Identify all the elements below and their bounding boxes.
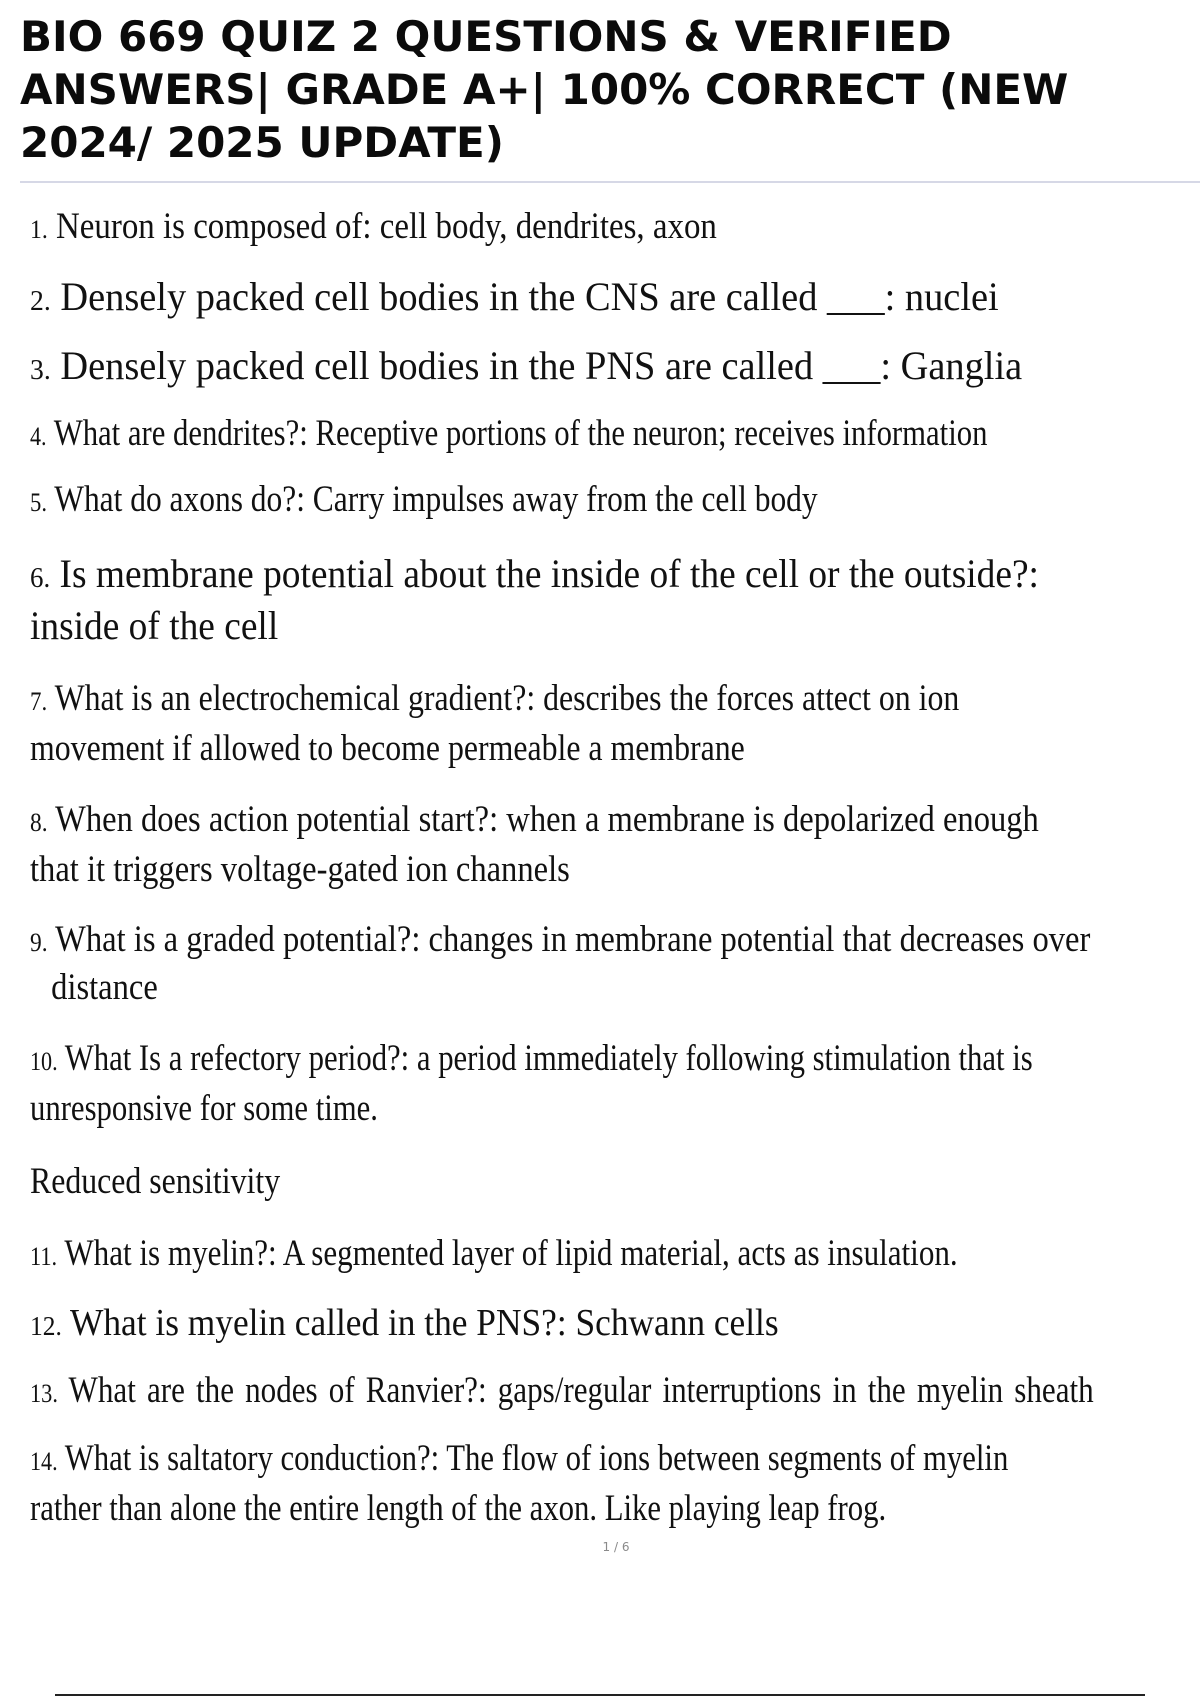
question-text-continued: inside of the cell [30,603,279,648]
question-number: 10. [30,1046,58,1076]
title-line: 2024/ 2025 UPDATE) [20,118,504,167]
question-number: 11. [30,1241,58,1271]
question-text: What is saltatory conduction?: The flow of ions between segments of myelin [64,1438,1009,1479]
question-text: Densely packed cell bodies in the PNS are called ___: Ganglia [60,343,1023,388]
question-text: What is myelin called in the PNS?: Schwann cells [70,1302,779,1344]
document-title [20,10,1160,169]
question-item [30,917,1090,1011]
question-item [30,1435,1008,1533]
footer-divider [55,1694,1145,1696]
question-number: 8. [30,807,48,837]
question-number: 5. [30,487,47,517]
question-text-continued: movement if allowed to become permeable a membrane [30,728,745,769]
question-item [30,675,959,773]
question-text-continued: rather than alone the entire length of the axon. Like playing leap frog. [30,1488,887,1529]
page-number: 1 / 6 [602,1540,630,1554]
question-number: 7. [30,686,48,716]
question-text-continued: that it triggers voltage-gated ion channels [30,849,570,890]
question-number: 4. [30,421,47,451]
answer-note [30,1160,280,1204]
question-number: 6. [30,562,51,594]
title-line: BIO 669 QUIZ 2 QUESTIONS & VERIFIED [20,12,952,61]
question-item [30,1035,1033,1133]
question-text: What is myelin?: A segmented layer of lipid material, acts as insulation. [64,1233,958,1274]
question-text: Neuron is composed of: cell body, dendrites, axon [56,206,717,247]
question-number: 14. [30,1446,58,1476]
question-item [30,1301,779,1348]
question-number: 3. [30,354,51,386]
question-text: What do axons do?: Carry impulses away from the cell body [54,479,818,520]
question-number: 9. [30,927,48,957]
question-number: 12. [30,1311,62,1341]
title-line: ANSWERS| GRADE A+| 100% CORRECT (NEW [20,65,1069,114]
answer-note-text: Reduced sensitivity [30,1161,281,1202]
question-text: What are dendrites?: Receptive portions of the neuron; receives information [53,413,988,454]
question-item [30,344,1022,392]
question-number: 2. [30,285,51,317]
question-item [30,478,818,524]
question-text: What is a graded potential?: changes in membrane potential that decreases over [55,919,1091,960]
question-item [30,275,999,323]
question-text: Is membrane potential about the inside of the cell or the outside?: [59,551,1039,596]
question-number: 13. [30,1378,58,1408]
question-text: What are the nodes of Ranvier?: gaps/regular interruptions in the myelin sheath [68,1370,1094,1411]
question-text: What is an electrochemical gradient?: describes the forces attect on ion [54,678,960,719]
question-item [30,412,987,458]
title-divider [20,181,1200,183]
question-item [30,1232,958,1278]
question-item [30,796,1039,894]
question-item [30,1369,1094,1415]
question-text: What Is a refectory period?: a period immediately following stimulation that is [64,1038,1033,1079]
question-item [30,550,1039,650]
question-number: 1. [30,214,48,244]
question-text-continued: unresponsive for some time. [30,1088,378,1129]
question-text: When does action potential start?: when a membrane is depolarized enough [55,799,1039,840]
question-text: Densely packed cell bodies in the CNS are called ___: nuclei [60,274,999,319]
question-text-continued: distance [51,967,158,1008]
question-item [30,205,717,251]
